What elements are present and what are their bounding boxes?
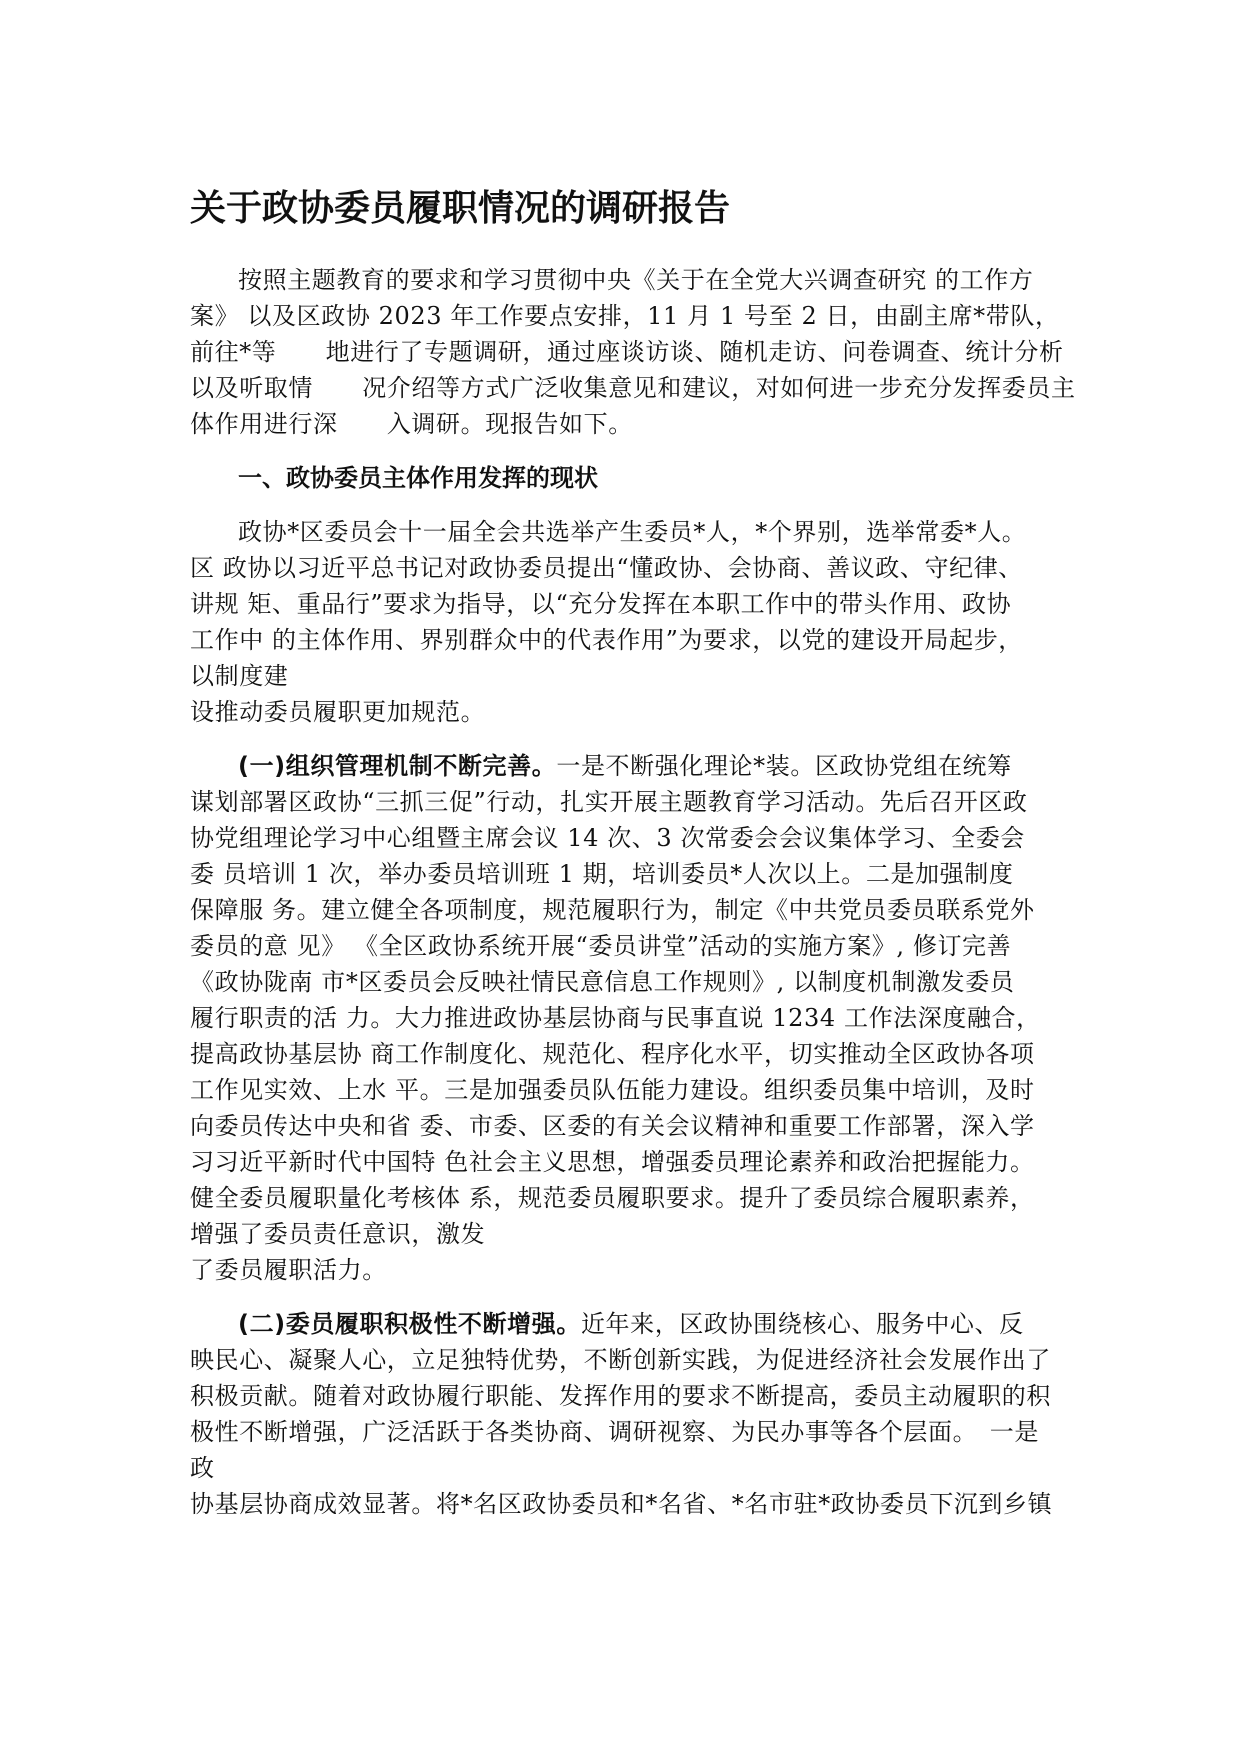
section1-line: 区 政协以习近平总书记对政协委员提出“懂政协、会协商、善议政、守纪律、 <box>190 554 1023 582</box>
subsection2-paragraph <box>190 1306 1052 1522</box>
intro-line: 以及听取情 况介绍等方式广泛收集意见和建议，对如何进一步充分发挥委员主 <box>190 374 1076 402</box>
subsection1-line: 委员的意 见》 《全区政协系统开展“委员讲堂”活动的实施方案》, 修订完善 <box>190 932 1012 960</box>
section1-line: 以制度建 <box>190 662 289 690</box>
subsection2-line: 映民心、凝聚人心，立足独特优势，不断创新实践，为促进经济社会发展作出了 <box>190 1346 1051 1374</box>
subsection1-first-line-text: 一是不断强化理论*装。区政协党组在统筹 <box>556 752 1012 780</box>
subsection1-line: 保障服 务。建立健全各项制度，规范履职行为，制定《中共党员委员联系党外 <box>190 896 1035 924</box>
intro-paragraph <box>190 262 1076 442</box>
intro-line: 按照主题教育的要求和学习贯彻中央《关于在全党大兴调查研究 的工作方 <box>238 266 1034 294</box>
section1-line: 设推动委员履职更加规范。 <box>190 698 486 726</box>
subsection2-line: 政 <box>190 1454 215 1482</box>
subsection1-line: 委 员培训 1 次，举办委员培训班 1 期，培训委员*人次以上。二是加强制度 <box>190 860 1014 888</box>
subsection1-line: 向委员传达中央和省 委、市委、区委的有关会议精神和重要工作部署，深入学 <box>190 1112 1035 1140</box>
subsection1-line: 提高政协基层协 商工作制度化、规范化、程序化水平，切实推动全区政协各项 <box>190 1040 1035 1068</box>
subsection1-line: 了委员履职活力。 <box>190 1256 387 1284</box>
intro-line: 前往*等 地进行了专题调研，通过座谈访谈、随机走访、问卷调查、统计分析 <box>190 338 1064 366</box>
section1-line: 工作中 的主体作用、界别群众中的代表作用”为要求，以党的建设开局起步， <box>190 626 1023 654</box>
section1-line: 讲规 矩、重品行”要求为指导，以“充分发挥在本职工作中的带头作用、政协 <box>190 590 1012 618</box>
subsection1-line: 增强了委员责任意识，激发 <box>190 1220 486 1248</box>
section-heading: 一、政协委员主体作用发挥的现状 <box>238 464 598 492</box>
subsection1-line: 习习近平新时代中国特 色社会主义思想，增强委员理论素养和政治把握能力。 <box>190 1148 1035 1176</box>
subsection1-line: 谋划部署区政协“三抓三促”行动，扎实开展主题教育学习活动。先后召开区政 <box>190 788 1028 816</box>
subsection2-line: 极性不断增强，广泛活跃于各类协商、调研视察、为民办事等各个层面。 一是 <box>190 1418 1039 1446</box>
subsection1-line: 履行职责的活 力。大力推进政协基层协商与民事直说 1234 工作法深度融合， <box>190 1004 1041 1032</box>
subsection1-line: 工作见实效、上水 平。三是加强委员队伍能力建设。组织委员集中培训，及时 <box>190 1076 1035 1104</box>
intro-line: 体作用进行深 入调研。现报告如下。 <box>190 410 633 438</box>
subsection1-paragraph <box>190 748 1041 1288</box>
intro-line: 案》 以及区政协 2023 年工作要点安排，11 月 1 号至 2 日，由副主席*带队， <box>190 302 1060 330</box>
subsection2-first-line-text: 近年来，区政协围绕核心、服务中心、反 <box>580 1310 1024 1338</box>
subsection1-line: 协党组理论学习中心组暨主席会议 14 次、3 次常委会会议集体学习、全委会 <box>190 824 1025 852</box>
subsection1-line: 健全委员履职量化考核体 系，规范委员履职要求。提升了委员综合履职素养， <box>190 1184 1035 1212</box>
subsection1-first-line <box>190 748 1041 784</box>
document-title: 关于政协委员履职情况的调研报告 <box>190 188 731 229</box>
section1-paragraph <box>190 514 1026 730</box>
subsection2-line: 积极贡献。随着对政协履行职能、发挥作用的要求不断提高，委员主动履职的积 <box>190 1382 1051 1410</box>
subsection2-first-line <box>190 1306 1052 1342</box>
subsection2-heading: (二)委员履职积极性不断增强。 <box>238 1310 581 1338</box>
subsection2-line: 协基层协商成效显著。将*名区政协委员和*名省、*名市驻*政协委员下沉到乡镇 <box>190 1490 1053 1518</box>
subsection1-heading: (一)组织管理机制不断完善。 <box>238 752 557 780</box>
subsection1-line: 《政协陇南 市*区委员会反映社情民意信息工作规则》, 以制度机制激发委员 <box>190 968 1015 996</box>
section1-line: 政协*区委员会十一届全会共选举产生委员*人，*个界别，选举常委*人。 <box>238 518 1027 546</box>
